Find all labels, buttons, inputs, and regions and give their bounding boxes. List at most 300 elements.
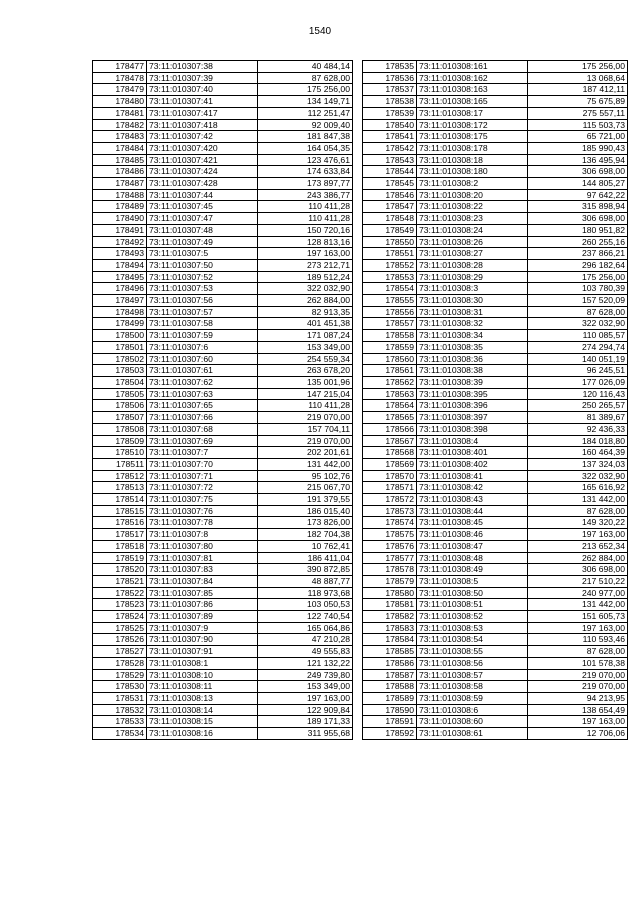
cadastral-value: 134 149,71	[258, 96, 353, 108]
cadastral-number: 73:11:010308:175	[417, 131, 528, 143]
row-number: 178540	[363, 119, 417, 131]
cadastral-number: 73:11:010307:418	[147, 119, 258, 131]
cadastral-value: 49 555,83	[258, 646, 353, 658]
table-row	[93, 189, 353, 201]
cadastral-value: 94 213,95	[528, 692, 628, 704]
cadastral-value: 164 054,35	[258, 142, 353, 154]
cadastral-number: 73:11:010308:53	[417, 622, 528, 634]
table-row	[363, 353, 628, 365]
cadastral-number: 73:11:010308:57	[417, 669, 528, 681]
table-row	[363, 271, 628, 283]
table-row	[363, 341, 628, 353]
cadastral-number: 73:11:010307:7	[147, 447, 258, 459]
cadastral-value: 135 001,96	[258, 376, 353, 388]
cadastral-number: 73:11:010308:395	[417, 388, 528, 400]
table-row	[93, 271, 353, 283]
row-number: 178477	[93, 61, 147, 73]
table-row	[93, 716, 353, 728]
table-row	[363, 599, 628, 611]
table-row	[363, 587, 628, 599]
cadastral-value: 140 051,19	[528, 353, 628, 365]
cadastral-value: 144 805,27	[528, 178, 628, 190]
cadastral-number: 73:11:010307:62	[147, 376, 258, 388]
cadastral-number: 73:11:010308:14	[147, 704, 258, 716]
cadastral-value: 13 068,64	[528, 72, 628, 84]
cadastral-value: 197 163,00	[258, 248, 353, 260]
cadastral-value: 123 476,61	[258, 154, 353, 166]
table-row	[93, 657, 353, 669]
cadastral-number: 73:11:010308:10	[147, 669, 258, 681]
cadastral-number: 73:11:010307:86	[147, 599, 258, 611]
row-number: 178534	[93, 728, 147, 740]
cadastral-number: 73:11:010307:424	[147, 166, 258, 178]
cadastral-number: 73:11:010308:39	[417, 376, 528, 388]
cadastral-number: 73:11:010307:66	[147, 412, 258, 424]
cadastral-number: 73:11:010307:48	[147, 224, 258, 236]
table-row	[93, 587, 353, 599]
cadastral-value: 10 762,41	[258, 540, 353, 552]
cadastral-number: 73:11:010308:13	[147, 692, 258, 704]
table-row	[363, 154, 628, 166]
cadastral-value: 240 977,00	[528, 587, 628, 599]
cadastral-value: 153 349,00	[258, 341, 353, 353]
row-number: 178555	[363, 295, 417, 307]
row-number: 178515	[93, 505, 147, 517]
cadastral-value: 171 087,24	[258, 330, 353, 342]
row-number: 178520	[93, 564, 147, 576]
table-row	[363, 365, 628, 377]
cadastral-number: 73:11:010308:18	[417, 154, 528, 166]
row-number: 178556	[363, 306, 417, 318]
cadastral-number: 73:11:010307:38	[147, 61, 258, 73]
table-row	[93, 119, 353, 131]
cadastral-number: 73:11:010308:43	[417, 494, 528, 506]
cadastral-number: 73:11:010307:42	[147, 131, 258, 143]
cadastral-value: 87 628,00	[528, 646, 628, 658]
cadastral-number: 73:11:010308:42	[417, 482, 528, 494]
cadastral-value: 213 652,34	[528, 540, 628, 552]
table-row	[93, 96, 353, 108]
cadastral-number: 73:11:010307:91	[147, 646, 258, 658]
table-row	[363, 318, 628, 330]
row-number: 178524	[93, 611, 147, 623]
cadastral-value: 197 163,00	[258, 692, 353, 704]
cadastral-value: 110 411,28	[258, 213, 353, 225]
cadastral-value: 322 032,90	[528, 470, 628, 482]
row-number: 178549	[363, 224, 417, 236]
row-number: 178499	[93, 318, 147, 330]
row-number: 178478	[93, 72, 147, 84]
row-number: 178560	[363, 353, 417, 365]
table-row	[363, 189, 628, 201]
row-number: 178553	[363, 271, 417, 283]
cadastral-number: 73:11:010308:1	[147, 657, 258, 669]
cadastral-value: 186 015,40	[258, 505, 353, 517]
row-number: 178590	[363, 704, 417, 716]
table-row	[93, 224, 353, 236]
table-row	[93, 400, 353, 412]
cadastral-value: 262 884,00	[258, 295, 353, 307]
row-number: 178513	[93, 482, 147, 494]
cadastral-number: 73:11:010308:397	[417, 412, 528, 424]
table-row	[93, 353, 353, 365]
cadastral-value: 92 436,33	[528, 423, 628, 435]
cadastral-value: 175 256,00	[258, 84, 353, 96]
row-number: 178500	[93, 330, 147, 342]
table-row	[363, 84, 628, 96]
cadastral-number: 73:11:010308:24	[417, 224, 528, 236]
cadastral-value: 131 442,00	[528, 599, 628, 611]
cadastral-number: 73:11:010308:48	[417, 552, 528, 564]
row-number: 178580	[363, 587, 417, 599]
row-number: 178503	[93, 365, 147, 377]
cadastral-value: 174 633,84	[258, 166, 353, 178]
row-number: 178542	[363, 142, 417, 154]
cadastral-number: 73:11:010308:163	[417, 84, 528, 96]
table-row	[93, 201, 353, 213]
table-row	[363, 657, 628, 669]
cadastral-value: 173 897,77	[258, 178, 353, 190]
row-number: 178583	[363, 622, 417, 634]
table-row	[363, 552, 628, 564]
table-row	[363, 259, 628, 271]
row-number: 178480	[93, 96, 147, 108]
cadastral-number: 73:11:010307:56	[147, 295, 258, 307]
cadastral-value: 273 212,71	[258, 259, 353, 271]
row-number: 178589	[363, 692, 417, 704]
row-number: 178531	[93, 692, 147, 704]
cadastral-number: 73:11:010307:78	[147, 517, 258, 529]
cadastral-number: 73:11:010307:417	[147, 107, 258, 119]
row-number: 178572	[363, 494, 417, 506]
cadastral-number: 73:11:010308:2	[417, 178, 528, 190]
cadastral-number: 73:11:010307:60	[147, 353, 258, 365]
row-number: 178558	[363, 330, 417, 342]
cadastral-number: 73:11:010308:61	[417, 728, 528, 740]
row-number: 178491	[93, 224, 147, 236]
row-number: 178585	[363, 646, 417, 658]
row-number: 178554	[363, 283, 417, 295]
row-number: 178482	[93, 119, 147, 131]
row-number: 178504	[93, 376, 147, 388]
row-number: 178538	[363, 96, 417, 108]
page-number: 1540	[308, 26, 332, 37]
cadastral-number: 73:11:010307:58	[147, 318, 258, 330]
cadastral-number: 73:11:010307:70	[147, 458, 258, 470]
cadastral-value: 250 265,57	[528, 400, 628, 412]
cadastral-number: 73:11:010308:30	[417, 295, 528, 307]
row-number: 178530	[93, 681, 147, 693]
cadastral-value: 219 070,00	[528, 669, 628, 681]
table-row	[363, 412, 628, 424]
cadastral-number: 73:11:010308:56	[417, 657, 528, 669]
cadastral-value: 401 451,38	[258, 318, 353, 330]
cadastral-value: 75 675,89	[528, 96, 628, 108]
table-row	[93, 494, 353, 506]
cadastral-value: 110 085,57	[528, 330, 628, 342]
cadastral-value: 184 018,80	[528, 435, 628, 447]
row-number: 178565	[363, 412, 417, 424]
cadastral-number: 73:11:010307:41	[147, 96, 258, 108]
cadastral-value: 219 070,00	[258, 435, 353, 447]
cadastral-number: 73:11:010307:6	[147, 341, 258, 353]
cadastral-number: 73:11:010308:17	[417, 107, 528, 119]
row-number: 178567	[363, 435, 417, 447]
cadastral-value: 118 973,68	[258, 587, 353, 599]
table-row	[363, 716, 628, 728]
table-row	[363, 248, 628, 260]
cadastral-number: 73:11:010307:44	[147, 189, 258, 201]
table-row	[363, 213, 628, 225]
row-number: 178479	[93, 84, 147, 96]
cadastral-number: 73:11:010307:76	[147, 505, 258, 517]
cadastral-number: 73:11:010308:44	[417, 505, 528, 517]
cadastral-number: 73:11:010308:34	[417, 330, 528, 342]
cadastral-number: 73:11:010308:45	[417, 517, 528, 529]
cadastral-number: 73:11:010307:421	[147, 154, 258, 166]
cadastral-value: 180 951,82	[528, 224, 628, 236]
row-number: 178588	[363, 681, 417, 693]
cadastral-value: 237 866,21	[528, 248, 628, 260]
cadastral-value: 122 909,84	[258, 704, 353, 716]
row-number: 178527	[93, 646, 147, 658]
cadastral-value: 263 678,20	[258, 365, 353, 377]
row-number: 178495	[93, 271, 147, 283]
cadastral-value: 81 389,67	[528, 412, 628, 424]
table-row	[363, 72, 628, 84]
cadastral-number: 73:11:010308:50	[417, 587, 528, 599]
cadastral-value: 177 026,09	[528, 376, 628, 388]
cadastral-number: 73:11:010307:80	[147, 540, 258, 552]
table-row	[363, 142, 628, 154]
cadastral-value: 147 215,04	[258, 388, 353, 400]
cadastral-value: 160 464,39	[528, 447, 628, 459]
cadastral-number: 73:11:010307:72	[147, 482, 258, 494]
table-row	[93, 295, 353, 307]
cadastral-number: 73:11:010308:46	[417, 529, 528, 541]
row-number: 178544	[363, 166, 417, 178]
row-number: 178486	[93, 166, 147, 178]
table-row	[363, 704, 628, 716]
row-number: 178579	[363, 575, 417, 587]
cadastral-number: 73:11:010308:60	[417, 716, 528, 728]
row-number: 178550	[363, 236, 417, 248]
row-number: 178518	[93, 540, 147, 552]
table-row	[363, 236, 628, 248]
cadastral-number: 73:11:010308:402	[417, 458, 528, 470]
table-row	[93, 564, 353, 576]
table-row	[93, 435, 353, 447]
cadastral-number: 73:11:010308:41	[417, 470, 528, 482]
row-number: 178551	[363, 248, 417, 260]
table-row	[93, 423, 353, 435]
cadastral-number: 73:11:010307:84	[147, 575, 258, 587]
row-number: 178511	[93, 458, 147, 470]
cadastral-number: 73:11:010307:71	[147, 470, 258, 482]
row-number: 178501	[93, 341, 147, 353]
row-number: 178574	[363, 517, 417, 529]
table-row	[93, 341, 353, 353]
row-number: 178543	[363, 154, 417, 166]
cadastral-number: 73:11:010307:428	[147, 178, 258, 190]
table-row	[93, 611, 353, 623]
cadastral-number: 73:11:010308:3	[417, 283, 528, 295]
row-number: 178552	[363, 259, 417, 271]
row-number: 178578	[363, 564, 417, 576]
table-row	[363, 611, 628, 623]
row-number: 178529	[93, 669, 147, 681]
cadastral-number: 73:11:010307:52	[147, 271, 258, 283]
cadastral-value: 165 064,86	[258, 622, 353, 634]
cadastral-number: 73:11:010308:32	[417, 318, 528, 330]
cadastral-number: 73:11:010308:165	[417, 96, 528, 108]
table-row	[363, 634, 628, 646]
cadastral-value: 306 698,00	[528, 564, 628, 576]
cadastral-number: 73:11:010307:47	[147, 213, 258, 225]
row-number: 178490	[93, 213, 147, 225]
table-row	[93, 412, 353, 424]
cadastral-number: 73:11:010308:54	[417, 634, 528, 646]
row-number: 178566	[363, 423, 417, 435]
row-number: 178571	[363, 482, 417, 494]
cadastral-number: 73:11:010308:52	[417, 611, 528, 623]
row-number: 178517	[93, 529, 147, 541]
cadastral-value: 121 132,22	[258, 657, 353, 669]
table-row	[93, 61, 353, 73]
row-number: 178532	[93, 704, 147, 716]
cadastral-value: 197 163,00	[528, 622, 628, 634]
cadastral-value: 189 512,24	[258, 271, 353, 283]
cadastral-number: 73:11:010308:29	[417, 271, 528, 283]
table-row	[363, 646, 628, 658]
cadastral-number: 73:11:010307:57	[147, 306, 258, 318]
table-row	[93, 505, 353, 517]
row-number: 178545	[363, 178, 417, 190]
cadastral-value: 197 163,00	[528, 716, 628, 728]
cadastral-value: 249 739,80	[258, 669, 353, 681]
row-number: 178587	[363, 669, 417, 681]
row-number: 178548	[363, 213, 417, 225]
table-row	[93, 166, 353, 178]
cadastral-value: 92 009,40	[258, 119, 353, 131]
cadastral-number: 73:11:010308:16	[147, 728, 258, 740]
table-row	[93, 365, 353, 377]
cadastral-value: 97 642,22	[528, 189, 628, 201]
row-number: 178568	[363, 447, 417, 459]
table-row	[93, 283, 353, 295]
cadastral-number: 73:11:010308:31	[417, 306, 528, 318]
cadastral-number: 73:11:010307:59	[147, 330, 258, 342]
row-number: 178539	[363, 107, 417, 119]
cadastral-value: 197 163,00	[528, 529, 628, 541]
cadastral-value: 191 379,55	[258, 494, 353, 506]
cadastral-number: 73:11:010308:161	[417, 61, 528, 73]
row-number: 178526	[93, 634, 147, 646]
row-number: 178487	[93, 178, 147, 190]
table-row	[93, 599, 353, 611]
row-number: 178576	[363, 540, 417, 552]
cadastral-value: 262 884,00	[528, 552, 628, 564]
row-number: 178575	[363, 529, 417, 541]
cadastral-value: 322 032,90	[528, 318, 628, 330]
row-number: 178564	[363, 400, 417, 412]
row-number: 178557	[363, 318, 417, 330]
row-number: 178493	[93, 248, 147, 260]
row-number: 178505	[93, 388, 147, 400]
table-row	[93, 470, 353, 482]
table-row	[363, 575, 628, 587]
table-row	[363, 388, 628, 400]
table-row	[93, 728, 353, 740]
cadastral-number: 73:11:010308:35	[417, 341, 528, 353]
cadastral-number: 73:11:010308:47	[417, 540, 528, 552]
table-row	[363, 306, 628, 318]
row-number: 178528	[93, 657, 147, 669]
row-number: 178512	[93, 470, 147, 482]
cadastral-number: 73:11:010307:5	[147, 248, 258, 260]
cadastral-number: 73:11:010308:396	[417, 400, 528, 412]
cadastral-value: 112 251,47	[258, 107, 353, 119]
cadastral-value: 189 171,33	[258, 716, 353, 728]
cadastral-value: 138 654,49	[528, 704, 628, 716]
cadastral-value: 390 872,85	[258, 564, 353, 576]
cadastral-number: 73:11:010308:4	[417, 435, 528, 447]
registry-table-right	[362, 60, 628, 740]
cadastral-number: 73:11:010308:27	[417, 248, 528, 260]
cadastral-value: 95 102,76	[258, 470, 353, 482]
cadastral-number: 73:11:010308:180	[417, 166, 528, 178]
table-row	[363, 166, 628, 178]
cadastral-value: 157 704,11	[258, 423, 353, 435]
cadastral-number: 73:11:010308:38	[417, 365, 528, 377]
table-row	[363, 178, 628, 190]
table-row	[93, 142, 353, 154]
row-number: 178581	[363, 599, 417, 611]
row-number: 178510	[93, 447, 147, 459]
table-row	[363, 458, 628, 470]
table-row	[93, 669, 353, 681]
row-number: 178546	[363, 189, 417, 201]
cadastral-value: 173 826,00	[258, 517, 353, 529]
table-row	[363, 119, 628, 131]
table-row	[93, 482, 353, 494]
cadastral-value: 128 813,16	[258, 236, 353, 248]
row-number: 178497	[93, 295, 147, 307]
table-row	[93, 84, 353, 96]
cadastral-number: 73:11:010308:26	[417, 236, 528, 248]
cadastral-value: 131 442,00	[528, 494, 628, 506]
cadastral-value: 153 349,00	[258, 681, 353, 693]
table-row	[363, 330, 628, 342]
cadastral-value: 243 386,77	[258, 189, 353, 201]
table-row	[363, 692, 628, 704]
cadastral-value: 175 256,00	[528, 271, 628, 283]
cadastral-number: 73:11:010307:45	[147, 201, 258, 213]
row-number: 178485	[93, 154, 147, 166]
cadastral-value: 47 210,28	[258, 634, 353, 646]
cadastral-value: 215 067,70	[258, 482, 353, 494]
cadastral-number: 73:11:010308:20	[417, 189, 528, 201]
row-number: 178591	[363, 716, 417, 728]
cadastral-number: 73:11:010308:162	[417, 72, 528, 84]
cadastral-value: 65 721,00	[528, 131, 628, 143]
table-row	[93, 681, 353, 693]
table-row	[93, 178, 353, 190]
cadastral-value: 48 887,77	[258, 575, 353, 587]
table-row	[363, 564, 628, 576]
table-row	[363, 376, 628, 388]
table-row	[363, 447, 628, 459]
